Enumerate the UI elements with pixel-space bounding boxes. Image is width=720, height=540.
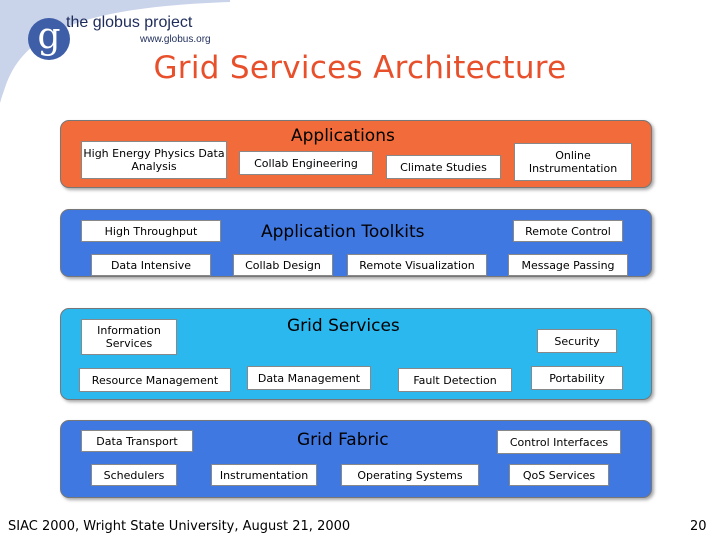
logo-url: www.globus.org (140, 34, 211, 45)
qos-services-box: QoS Services (509, 464, 609, 486)
page-number: 20 (690, 519, 707, 534)
application-toolkits-heading: Application Toolkits (261, 222, 425, 242)
operating-systems-box: Operating Systems (341, 464, 479, 486)
footer-citation: SIAC 2000, Wright State University, August 21, 2000 (8, 519, 351, 534)
high-energy-physics-box: High Energy Physics Data Analysis (81, 141, 227, 179)
security-box: Security (537, 329, 617, 353)
grid-fabric-layer (60, 420, 652, 498)
collab-design-box: Collab Design (233, 254, 333, 276)
message-passing-box: Message Passing (508, 254, 628, 276)
resource-management-box: Resource Management (79, 368, 231, 392)
control-interfaces-box: Control Interfaces (497, 430, 621, 454)
data-management-box: Data Management (247, 366, 371, 390)
applications-heading: Applications (291, 126, 395, 146)
applications-layer (60, 120, 652, 188)
grid-fabric-heading: Grid Fabric (297, 430, 389, 450)
remote-control-box: Remote Control (513, 220, 623, 242)
high-throughput-box: High Throughput (81, 220, 221, 242)
grid-services-heading: Grid Services (287, 316, 400, 336)
globus-logo: g (28, 18, 70, 60)
instrumentation-box: Instrumentation (211, 464, 317, 486)
schedulers-box: Schedulers (91, 464, 177, 486)
remote-visualization-box: Remote Visualization (347, 254, 487, 276)
fault-detection-box: Fault Detection (398, 368, 512, 392)
portability-box: Portability (531, 366, 623, 390)
grid-services-layer (60, 308, 652, 400)
data-transport-box: Data Transport (81, 430, 193, 452)
online-instrumentation-box: Online Instrumentation (514, 143, 632, 181)
data-intensive-box: Data Intensive (91, 254, 211, 276)
application-toolkits-layer (60, 209, 652, 277)
logo-name: the globus project (66, 14, 193, 31)
information-services-box: Information Services (81, 319, 177, 355)
collab-engineering-box: Collab Engineering (239, 151, 373, 175)
climate-studies-box: Climate Studies (386, 155, 501, 179)
page-title: Grid Services Architecture (153, 50, 567, 86)
